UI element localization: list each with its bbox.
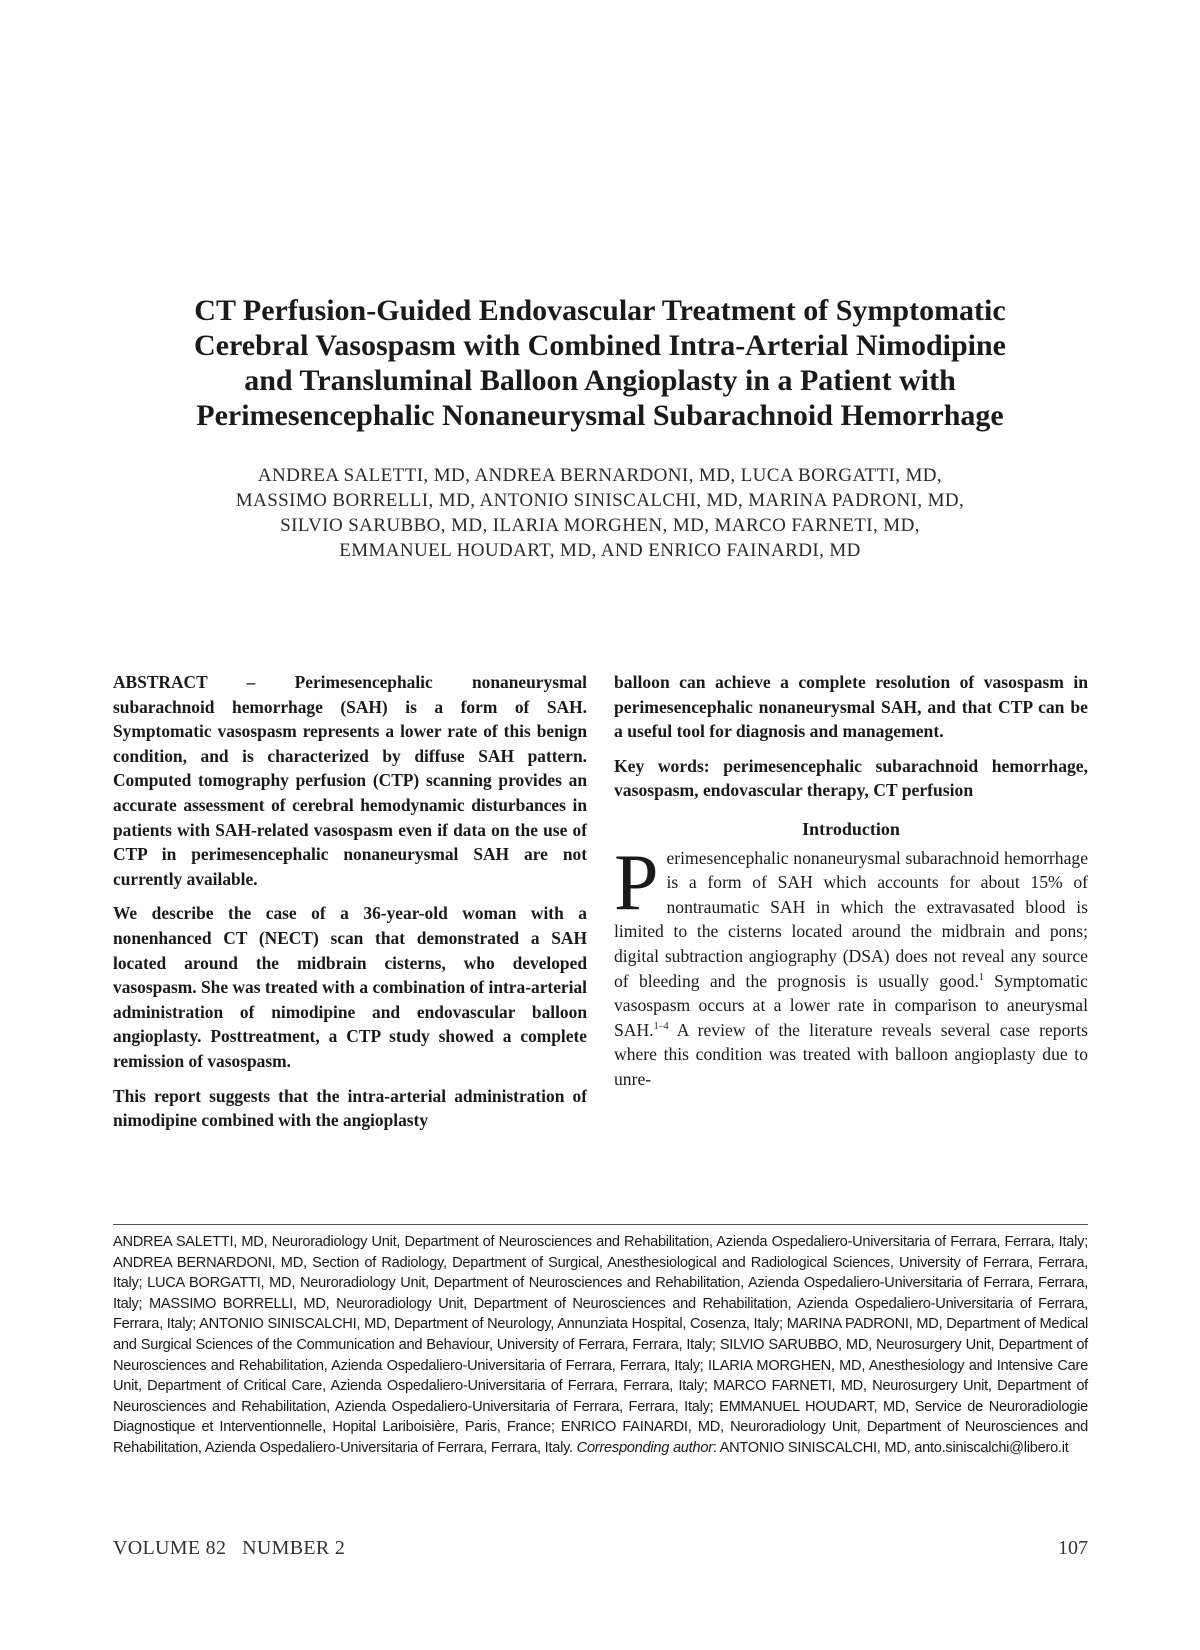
keywords: Key words: perimesencephalic subarachnoid hemorrhage, vasospasm, endovascular therapy, CT perfusion	[614, 755, 1088, 801]
author-line: EMMANUEL HOUDART, MD, AND ENRICO FAINARDI, MD	[339, 540, 861, 561]
corresponding-text: : ANTONIO SINISCALCHI, MD, anto.siniscalchi@libero.it	[712, 1439, 1069, 1456]
affiliations	[113, 1232, 1088, 1459]
affiliations-text: ANDREA SALETTI, MD, Neuroradiology Unit, Department of Neurosciences and Rehabilitation, Azienda Ospedaliero-Universitaria of Ferrara, Ferrara, Italy; ANDREA BERNARDONI, MD, Section of Radiology, Department of Surgical, Anesthesiological and Radiological Sciences, University of Ferrara, Ferrara, Italy; LUCA BORGATTI, MD, Neuroradiology Unit, Department of Neurosciences and Rehabilitation, Azienda Ospedaliero-Universitaria of Ferrara, Ferrara, Italy; MASSIMO BORRELLI, MD, Neuroradiology Unit, Department of Neurosciences and Rehabilitation, Azienda Ospedaliero-Universitaria of Ferrara, Ferrara, Italy; ANTONIO SINISCALCHI, MD, Department of Neurology, Annunziata Hospital, Cosenza, Italy; MARINA PADRONI, MD, Department of Medical and Surgical Sciences of the Communication and Behaviour, University of Ferrara, Ferrara, Italy; SILVIO SARUBBO, MD, Neurosurgery Unit, Department of Neurosciences and Rehabilitation, Azienda Ospedaliero-Universitaria of Ferrara, Ferrara, Italy; ILARIA MORGHEN, MD, Anesthesiology and Intensive Care Unit, Department of Critical Care, Azienda Ospedaliero-Universitaria of Ferrara, Ferrara, Italy; MARCO FARNETI, MD, Neurosurgery Unit, Department of Neurosciences and Rehabilitation, Azienda Ospedaliero-Universitaria of Ferrara, Ferrara, Italy; EMMANUEL HOUDART, MD, Service de Neuroradiologie Diagnostique et Interventionnelle, Hopital Lariboisière, Paris, France; ENRICO FAINARDI, MD, Neuroradiology Unit, Department of Neurosciences and Rehabilitation, Azienda Ospedaliero-Universitaria of Ferrara, Ferrara, Italy.	[113, 1234, 1088, 1456]
footnote-divider	[113, 1224, 1088, 1225]
citation: 1–4	[653, 1020, 669, 1032]
abstract-paragraph: We describe the case of a 36-year-old woman with a nonenhanced CT (NECT) scan that demonstrated a SAH located around the midbrain cisterns, who developed vasospasm. She was treated with a combination of intra-arterial administration of nimodipine and endovascular balloon angioplasty. Posttreatment, a CTP study showed a complete remission of vasospasm.	[113, 903, 587, 1071]
journal-volume	[113, 1537, 345, 1560]
title-line: Cerebral Vasospasm with Combined Intra-Arterial Nimodipine	[194, 329, 1006, 362]
author-list	[100, 463, 1100, 563]
author-line: SILVIO SARUBBO, MD, ILARIA MORGHEN, MD, MARCO FARNETI, MD,	[280, 515, 920, 536]
title-line: Perimesencephalic Nonaneurysmal Subarachnoid Hemorrhage	[196, 399, 1004, 432]
intro-text: erimesencephalic nonaneurysmal subarachnoid hemorrhage is a form of SAH which accounts for about 15% of nontraumatic SAH in which the extravasated blood is limited to the cisterns located around the midbrain and pons; digital subtraction angiography (DSA) does not reveal any source of bleeding and the prognosis is usually good.	[614, 847, 1088, 991]
drop-cap: P	[614, 838, 659, 927]
title-line: and Transluminal Balloon Angioplasty in a Patient with	[244, 364, 956, 397]
abstract-column	[113, 670, 587, 1143]
section-heading: Introduction	[802, 818, 900, 839]
right-column	[614, 670, 1088, 1102]
title-line: CT Perfusion-Guided Endovascular Treatment of Symptomatic	[194, 294, 1006, 327]
corresponding-label: Corresponding author	[576, 1439, 713, 1456]
citation: 1	[978, 971, 984, 983]
abstract-continuation: balloon can achieve a complete resolution of vasospasm in perimesencephalic nonaneurysmal SAH, and that CTP can be a useful tool for diagnosis and management.	[614, 672, 1088, 742]
author-line: ANDREA SALETTI, MD, ANDREA BERNARDONI, MD, LUCA BORGATTI, MD,	[257, 465, 943, 486]
abstract-paragraph: This report suggests that the intra-arterial administration of nimodipine combined with the angioplasty	[113, 1085, 587, 1131]
abstract-paragraph: ABSTRACT – Perimesencephalic nonaneurysmal subarachnoid hemorrhage (SAH) is a form of SAH. Symptomatic vasospasm represents a lower rate of this benign condition, and is characterized by diffuse SAH pattern. Computed tomography perfusion (CTP) scanning provides an accurate assessment of cerebral hemodynamic disturbances in patients with SAH-related vasospasm even if data on the use of CTP in perimesencephalic nonaneurysmal SAH are not currently available.	[113, 672, 587, 889]
article-title	[100, 293, 1100, 433]
volume-text: VOLUME 82 NUMBER 2	[113, 1537, 346, 1559]
page-number: 107	[1058, 1537, 1088, 1559]
intro-text: A review of the literature reveals several case reports where this condition was treated with balloon angioplasty due to unre-	[614, 1019, 1088, 1089]
author-line: MASSIMO BORRELLI, MD, ANTONIO SINISCALCHI, MD, MARINA PADRONI, MD,	[235, 490, 965, 511]
intro-paragraph	[614, 838, 1088, 1092]
intro-text: Symptomatic vasospasm occurs at a lower rate in comparison to aneurysmal SAH.	[614, 970, 1088, 1040]
